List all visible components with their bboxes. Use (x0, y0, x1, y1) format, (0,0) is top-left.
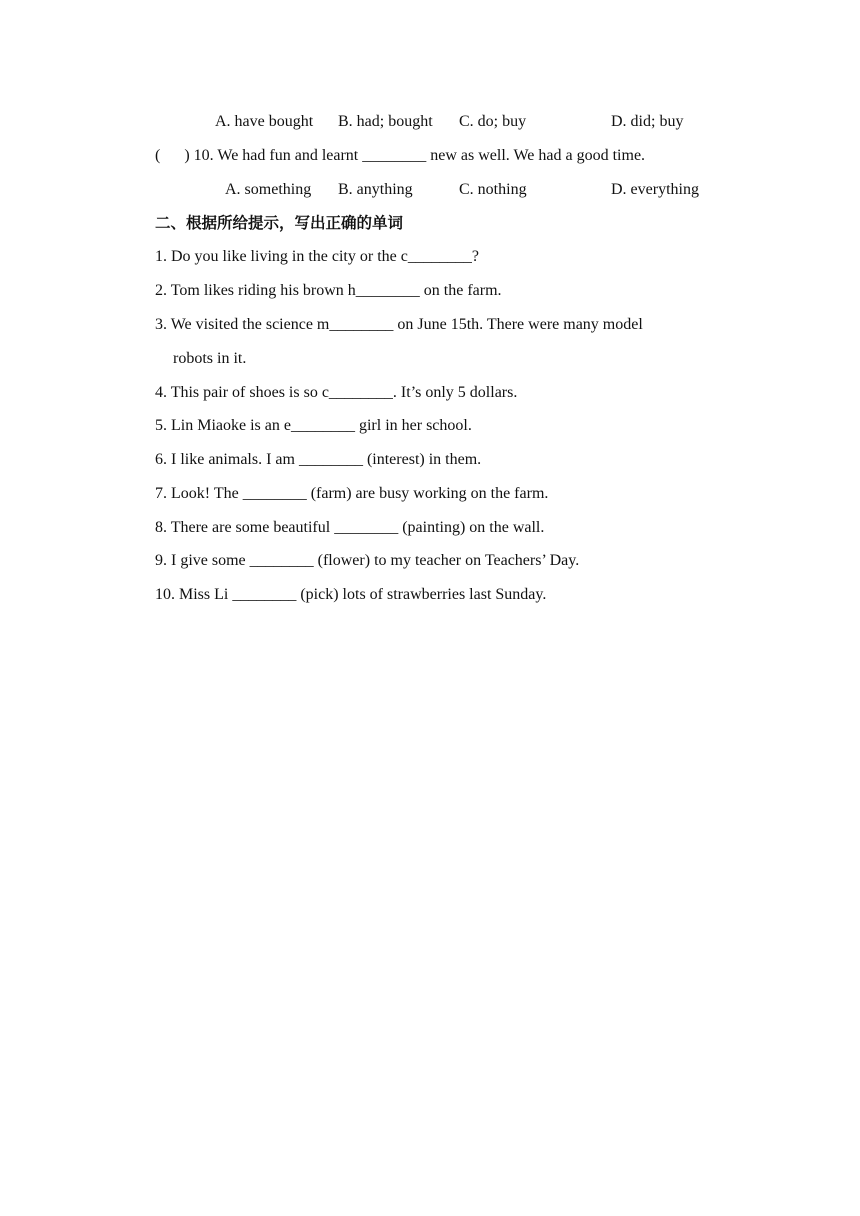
section2-item-2: 2. Tom likes riding his brown h________ on the farm. (155, 282, 502, 299)
section2-item-7: 7. Look! The ________ (farm) are busy working on the farm. (155, 485, 549, 502)
section2-item-5: 5. Lin Miaoke is an e________ girl in her school. (155, 417, 472, 434)
q10-option-b: B. anything (338, 181, 413, 198)
q9-option-b: B. had; bought (338, 113, 433, 130)
q10-option-c: C. nothing (459, 181, 527, 198)
q9-option-d: D. did; buy (611, 113, 684, 130)
q9-option-a: A. have bought (215, 113, 314, 130)
section2-item-8: 8. There are some beautiful ________ (painting) on the wall. (155, 519, 545, 536)
section2-item-4: 4. This pair of shoes is so c________. It’s only 5 dollars. (155, 384, 518, 401)
section2-item-3-continuation: robots in it. (173, 350, 247, 367)
q10-option-d: D. everything (611, 181, 699, 198)
q10-question: ( ) 10. We had fun and learnt ________ new as well. We had a good time. (155, 147, 646, 164)
q9-option-c: C. do; buy (459, 113, 527, 130)
q10-option-a: A. something (225, 181, 312, 198)
section2-item-9: 9. I give some ________ (flower) to my teacher on Teachers’ Day. (155, 552, 580, 569)
section2-item-10: 10. Miss Li ________ (pick) lots of strawberries last Sunday. (155, 586, 547, 603)
section2-item-3: 3. We visited the science m________ on June 15th. There were many model (155, 316, 643, 333)
section2-item-1: 1. Do you like living in the city or the c________? (155, 248, 479, 265)
section2-heading: 二、根据所给提示，写出正确的单词 (155, 214, 404, 232)
section2-item-6: 6. I like animals. I am ________ (interest) in them. (155, 451, 482, 468)
